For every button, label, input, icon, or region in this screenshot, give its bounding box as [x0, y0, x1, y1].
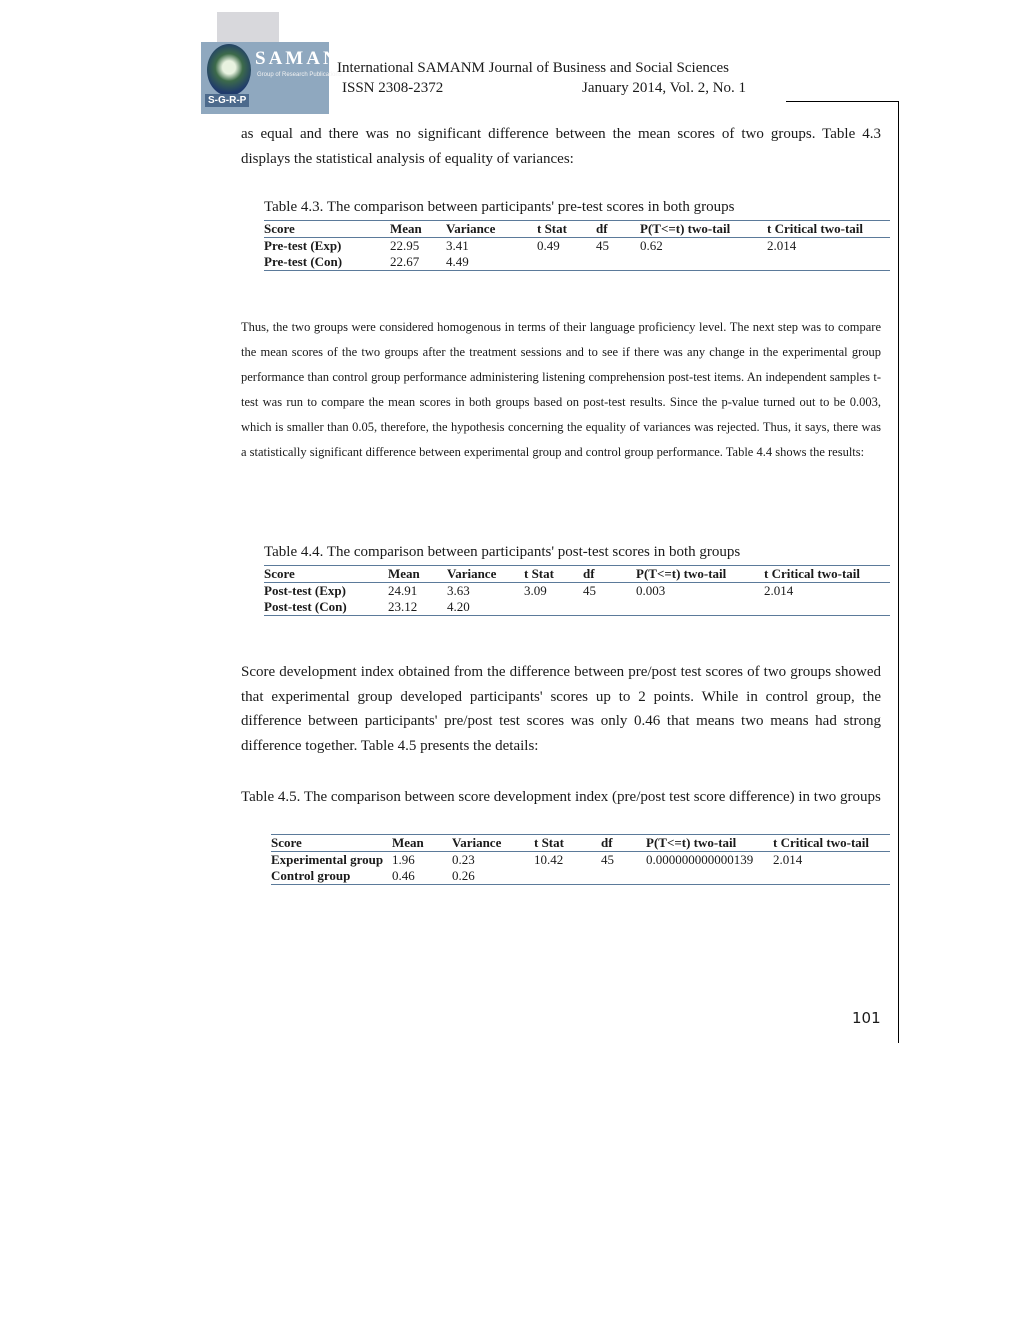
- journal-logo: SAMANM Group of Research Publications S-G-R-P: [201, 12, 331, 115]
- table-4-4-caption: Table 4.4. The comparison between participants' post-test scores in both groups: [264, 544, 741, 560]
- table-cell: 23.12: [388, 599, 418, 614]
- row-label: Post-test (Exp): [264, 583, 346, 598]
- table-row: [264, 238, 890, 255]
- table-4-5-caption: Table 4.5. The comparison between score development index (pre/post test score difference) in two groups: [241, 789, 881, 805]
- column-header: t Critical two-tail: [773, 835, 870, 850]
- column-header: t Stat: [537, 221, 567, 236]
- table-cell: 22.95: [390, 238, 420, 253]
- paragraph-3: Score development index obtained from the difference between pre/post test scores of two groups showed that experimental group developed participants' scores up to 2 points. While in control group, the difference between participants' pre/post test scores was only 0.46 that means two means had strong difference together. Table 4.5 presents the details:: [241, 664, 881, 754]
- table-row: [264, 583, 890, 600]
- table-header-row: [264, 566, 890, 583]
- paragraph-2: Thus, the two groups were considered homogenous in terms of their language proficiency level. The next step was to compare the mean scores of the two groups after the treatment sessions and to see if there was any change in the experimental group performance than control group performance administering listening comprehension post-test items. An independent samples t-test was run to compare the mean scores in both groups based on post-test results. Since the p-value turned out to be 0.003, which is smaller than 0.05, therefore, the hypothesis concerning the equality of variances was rejected. Thus, it says, there was a statistically significant difference between experimental group and control group performance. Table 4.4 shows the results:: [241, 320, 881, 459]
- table-4-4: [264, 565, 890, 616]
- table-cell: 3.09: [524, 583, 547, 598]
- table-header-row: [264, 221, 890, 238]
- table-cell: [767, 254, 890, 271]
- journal-issn: ISSN 2308-2372: [342, 80, 444, 96]
- table-cell: 2.014: [764, 583, 794, 598]
- table-cell: 24.91: [388, 583, 418, 598]
- column-header: Variance: [446, 221, 496, 236]
- table-cell: 4.20: [447, 599, 470, 614]
- column-header: P(T<=t) two-tail: [646, 835, 737, 850]
- table-cell: [764, 599, 890, 616]
- column-header: t Stat: [524, 566, 554, 581]
- page-frame-top-line: [786, 101, 899, 102]
- column-header: Mean: [392, 835, 424, 850]
- table-cell: 0.49: [537, 238, 560, 253]
- column-header: Variance: [447, 566, 497, 581]
- table-cell: 0.62: [640, 238, 663, 253]
- table-cell: [583, 599, 636, 616]
- table-row: [264, 599, 890, 616]
- paragraph-1: as equal and there was no significant difference between the mean scores of two groups. Table 4.3 displays the statistical analysis of equality of variances:: [241, 126, 881, 167]
- column-header: df: [583, 566, 595, 581]
- table-cell: 3.41: [446, 238, 469, 253]
- table-cell: 0.23 0.26: [452, 852, 475, 883]
- table-cell: 10.42: [534, 852, 564, 867]
- table-row: [271, 852, 890, 885]
- page-number: 101: [852, 1009, 881, 1027]
- row-label: Experimental group Control group: [271, 852, 384, 883]
- table-row: [264, 254, 890, 271]
- table-cell: 45: [596, 238, 609, 253]
- column-header: t Critical two-tail: [767, 221, 864, 236]
- table-cell: 2.014: [773, 852, 803, 867]
- column-header: df: [601, 835, 613, 850]
- table-cell: 3.63: [447, 583, 470, 598]
- table-cell: 2.014: [767, 238, 797, 253]
- table-4-5: [271, 834, 890, 885]
- column-header: t Stat: [534, 835, 564, 850]
- row-label: Post-test (Con): [264, 599, 347, 614]
- table-cell: [596, 254, 640, 271]
- table-cell: 1.96 0.46: [392, 852, 415, 883]
- table-cell: [537, 254, 596, 271]
- table-cell: 45: [601, 852, 614, 867]
- column-header: Score: [264, 566, 295, 581]
- column-header: Score: [264, 221, 295, 236]
- column-header: t Critical two-tail: [764, 566, 861, 581]
- column-header: P(T<=t) two-tail: [636, 566, 727, 581]
- table-cell: 0.000000000000139: [646, 852, 754, 867]
- table-cell: 0.003: [636, 583, 666, 598]
- table-cell: [640, 254, 767, 271]
- table-4-3: [264, 220, 890, 271]
- column-header: Mean: [388, 566, 420, 581]
- journal-title: International SAMANM Journal of Business and Social Sciences: [337, 60, 730, 76]
- table-cell: 45: [583, 583, 596, 598]
- column-header: P(T<=t) two-tail: [640, 221, 731, 236]
- table-cell: [524, 599, 583, 616]
- table-cell: [636, 599, 764, 616]
- column-header: Score: [271, 835, 302, 850]
- column-header: df: [596, 221, 608, 236]
- row-label: Pre-test (Exp): [264, 238, 342, 253]
- column-header: Variance: [452, 835, 502, 850]
- row-label: Pre-test (Con): [264, 254, 343, 269]
- page-frame-right-line: [898, 101, 899, 1043]
- table-cell: 22.67: [390, 254, 420, 269]
- column-header: Mean: [390, 221, 422, 236]
- table-header-row: [271, 835, 890, 852]
- table-cell: 4.49: [446, 254, 469, 269]
- logo-emblem-icon: [207, 44, 251, 96]
- table-4-3-caption: Table 4.3. The comparison between participants' pre-test scores in both groups: [264, 199, 735, 215]
- journal-issue: January 2014, Vol. 2, No. 1: [582, 80, 747, 96]
